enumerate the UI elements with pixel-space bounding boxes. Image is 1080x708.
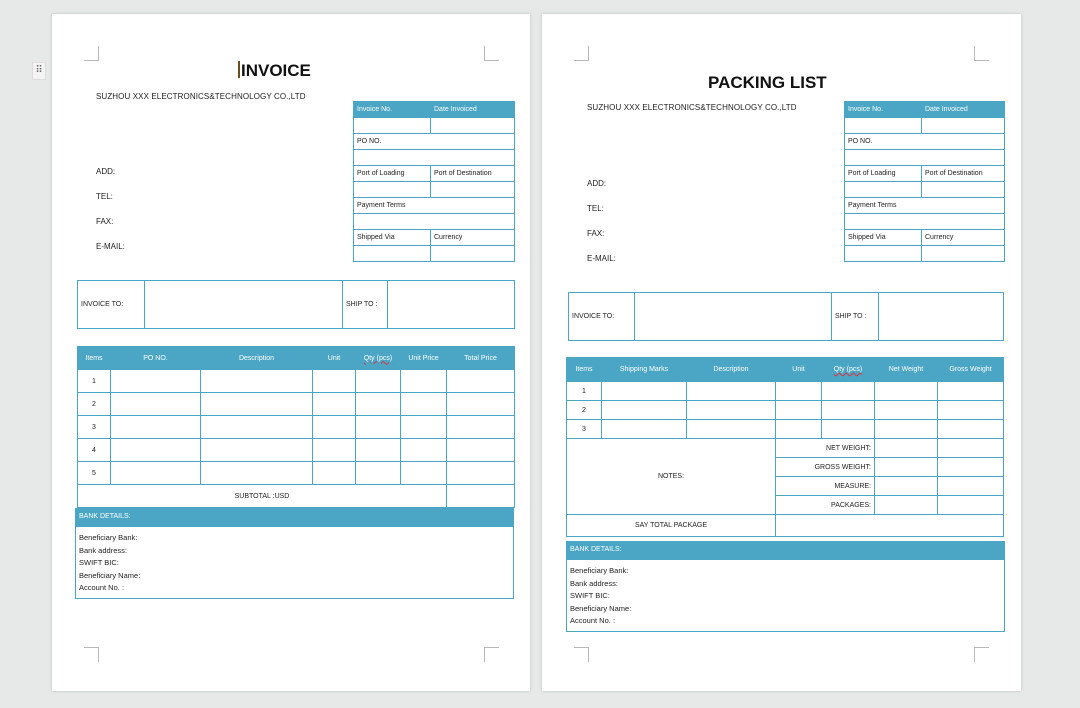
table-cell[interactable] <box>313 439 356 462</box>
date-invoiced-cell[interactable] <box>431 118 515 134</box>
notes-label: NOTES: <box>567 439 776 515</box>
table-cell[interactable] <box>201 462 313 485</box>
col-header-gross-weight: Gross Weight <box>938 358 1004 382</box>
shipped-via-cell[interactable] <box>845 246 922 262</box>
measure-cell[interactable] <box>938 477 1004 496</box>
table-cell[interactable] <box>356 439 401 462</box>
table-cell[interactable] <box>201 416 313 439</box>
table-cell[interactable] <box>776 420 822 439</box>
packages-cell[interactable] <box>875 496 938 515</box>
margin-corner-mark <box>484 46 499 61</box>
subtotal-label: SUBTOTAL :USD <box>78 485 447 508</box>
table-cell[interactable] <box>401 370 447 393</box>
port-destination-cell[interactable] <box>922 182 1005 198</box>
table-cell[interactable] <box>687 420 776 439</box>
col-header-unit: Unit <box>776 358 822 382</box>
table-cell[interactable] <box>938 401 1004 420</box>
measure-label: MEASURE: <box>776 477 875 496</box>
margin-corner-mark <box>574 46 589 61</box>
table-cell[interactable] <box>447 416 515 439</box>
net-weight-cell[interactable] <box>875 439 938 458</box>
email-label: E-MAIL: <box>96 242 125 251</box>
ship-to-label: SHIP TO : <box>832 293 879 341</box>
payment-terms-label: Payment Terms <box>354 198 515 214</box>
company-name: SUZHOU XXX ELECTRONICS&TECHNOLOGY CO.,LTD <box>587 103 797 112</box>
currency-cell[interactable] <box>922 246 1005 262</box>
margin-corner-mark <box>974 647 989 662</box>
payment-terms-cell[interactable] <box>845 214 1005 230</box>
table-cell[interactable] <box>938 382 1004 401</box>
table-cell[interactable] <box>313 393 356 416</box>
table-cell[interactable] <box>356 416 401 439</box>
col-header-items: Items <box>78 347 111 370</box>
margin-corner-mark <box>84 46 99 61</box>
table-cell[interactable] <box>875 382 938 401</box>
port-loading-label: Port of Loading <box>354 166 431 182</box>
margin-corner-mark <box>974 46 989 61</box>
row-number: 5 <box>78 462 111 485</box>
table-cell[interactable] <box>938 420 1004 439</box>
invoice-to-table <box>568 292 1004 341</box>
table-cell[interactable] <box>875 401 938 420</box>
bank-address-label: Bank address: <box>79 545 127 555</box>
po-no-label: PO NO. <box>354 134 515 150</box>
table-row <box>567 382 1004 401</box>
tel-label: TEL: <box>587 204 604 213</box>
company-name: SUZHOU XXX ELECTRONICS&TECHNOLOGY CO.,LTD <box>96 92 306 101</box>
table-cell[interactable] <box>776 382 822 401</box>
table-cell[interactable] <box>447 439 515 462</box>
row-number: 2 <box>567 401 602 420</box>
date-invoiced-label: Date Invoiced <box>922 102 1005 118</box>
row-number: 2 <box>78 393 111 416</box>
payment-terms-cell[interactable] <box>354 214 515 230</box>
date-invoiced-cell[interactable] <box>922 118 1005 134</box>
table-cell[interactable] <box>313 462 356 485</box>
port-destination-label: Port of Destination <box>431 166 515 182</box>
packages-cell[interactable] <box>938 496 1004 515</box>
table-cell[interactable] <box>875 420 938 439</box>
invoice-no-label: Invoice No. <box>354 102 431 118</box>
address-label: ADD: <box>587 179 607 188</box>
table-cell[interactable] <box>201 439 313 462</box>
port-destination-cell[interactable] <box>431 182 515 198</box>
row-number: 3 <box>567 420 602 439</box>
ship-to-label: SHIP TO : <box>343 281 388 329</box>
table-cell[interactable] <box>111 370 201 393</box>
invoice-to-cell[interactable] <box>635 293 832 341</box>
col-header-net-weight: Net Weight <box>875 358 938 382</box>
gross-weight-cell[interactable] <box>875 458 938 477</box>
shipped-via-label: Shipped Via <box>845 230 922 246</box>
col-header-qty: Qty (pcs) <box>356 347 401 370</box>
gross-weight-label: GROSS WEIGHT: <box>776 458 875 477</box>
table-cell[interactable] <box>447 462 515 485</box>
col-header-qty: Qty (pcs) <box>822 358 875 382</box>
table-cell[interactable] <box>111 462 201 485</box>
tel-label: TEL: <box>96 192 113 201</box>
table-cell[interactable] <box>201 393 313 416</box>
table-cell[interactable] <box>111 439 201 462</box>
port-loading-cell[interactable] <box>845 182 922 198</box>
account-no-label: Account No. : <box>570 616 616 626</box>
shipped-via-cell[interactable] <box>354 246 431 262</box>
bank-details-header: BANK DETAILS: <box>76 509 513 527</box>
table-cell[interactable] <box>687 401 776 420</box>
margin-corner-mark <box>84 647 99 662</box>
table-cell[interactable] <box>356 393 401 416</box>
table-row <box>78 462 515 485</box>
address-label: ADD: <box>96 167 116 176</box>
table-cell[interactable] <box>401 462 447 485</box>
col-header-unit-price: Unit Price <box>401 347 447 370</box>
invoice-page <box>52 14 530 691</box>
currency-label: Currency <box>922 230 1005 246</box>
date-invoiced-label: Date Invoiced <box>431 102 515 118</box>
ship-to-cell[interactable] <box>388 281 515 329</box>
table-cell[interactable] <box>313 416 356 439</box>
col-header-items: Items <box>567 358 602 382</box>
table-row <box>567 401 1004 420</box>
beneficiary-name-label: Beneficiary Name: <box>79 570 141 580</box>
table-row <box>78 416 515 439</box>
table-cell[interactable] <box>822 401 875 420</box>
col-header-description: Description <box>201 347 313 370</box>
currency-label: Currency <box>431 230 515 246</box>
payment-terms-label: Payment Terms <box>845 198 1005 214</box>
invoice-to-label: INVOICE TO: <box>569 293 635 341</box>
email-label: E-MAIL: <box>587 254 616 263</box>
table-row <box>78 370 515 393</box>
gross-weight-cell[interactable] <box>938 458 1004 477</box>
shipped-via-label: Shipped Via <box>354 230 431 246</box>
row-number: 1 <box>78 370 111 393</box>
table-row <box>567 420 1004 439</box>
po-no-cell[interactable] <box>354 150 515 166</box>
packages-label: PACKAGES: <box>776 496 875 515</box>
table-cell[interactable] <box>822 382 875 401</box>
bank-details-box <box>75 508 514 599</box>
po-no-label: PO NO. <box>845 134 1005 150</box>
table-row <box>78 393 515 416</box>
invoice-to-label: INVOICE TO: <box>78 281 145 329</box>
port-loading-cell[interactable] <box>354 182 431 198</box>
table-cell[interactable] <box>776 401 822 420</box>
margin-corner-mark <box>574 647 589 662</box>
row-number: 1 <box>567 382 602 401</box>
table-cell[interactable] <box>401 416 447 439</box>
account-no-label: Account No. : <box>79 583 125 593</box>
packing-info-table <box>844 101 1005 262</box>
packing-items-table <box>566 357 1004 537</box>
invoice-title-text: INVOICE <box>241 61 311 80</box>
invoice-title[interactable] <box>238 61 311 81</box>
swift-bic-label: SWIFT BIC: <box>570 591 610 601</box>
currency-cell[interactable] <box>431 246 515 262</box>
table-row <box>78 439 515 462</box>
measure-cell[interactable] <box>875 477 938 496</box>
table-cell[interactable] <box>356 370 401 393</box>
swift-bic-label: SWIFT BIC: <box>79 558 119 568</box>
table-cell[interactable] <box>401 393 447 416</box>
table-cell[interactable] <box>602 420 687 439</box>
table-cell[interactable] <box>602 401 687 420</box>
invoice-items-table <box>77 346 515 508</box>
fax-label: FAX: <box>587 229 605 238</box>
packing-list-title[interactable]: PACKING LIST <box>708 73 827 92</box>
po-no-cell[interactable] <box>845 150 1005 166</box>
table-cell[interactable] <box>111 416 201 439</box>
say-total-package-label: SAY TOTAL PACKAGE <box>567 515 776 537</box>
col-header-description: Description <box>687 358 776 382</box>
fax-label: FAX: <box>96 217 114 226</box>
table-cell[interactable] <box>447 370 515 393</box>
text-cursor <box>238 61 240 78</box>
beneficiary-bank-label: Beneficiary Bank: <box>79 533 138 542</box>
invoice-to-table <box>77 280 515 329</box>
say-total-package-cell[interactable] <box>776 515 1004 537</box>
invoice-no-cell[interactable] <box>354 118 431 134</box>
col-header-unit: Unit <box>313 347 356 370</box>
table-cell[interactable] <box>447 393 515 416</box>
table-cell[interactable] <box>201 370 313 393</box>
table-cell[interactable] <box>602 382 687 401</box>
col-header-total-price: Total Price <box>447 347 515 370</box>
subtotal-cell[interactable] <box>447 485 515 508</box>
table-cell[interactable] <box>401 439 447 462</box>
invoice-info-table <box>353 101 515 262</box>
col-header-po-no: PO NO. <box>111 347 201 370</box>
invoice-no-cell[interactable] <box>845 118 922 134</box>
margin-corner-mark <box>484 647 499 662</box>
table-cell[interactable] <box>356 462 401 485</box>
port-destination-label: Port of Destination <box>922 166 1005 182</box>
port-loading-label: Port of Loading <box>845 166 922 182</box>
bank-details-box <box>566 541 1005 632</box>
table-cell[interactable] <box>313 370 356 393</box>
row-number: 4 <box>78 439 111 462</box>
bank-address-label: Bank address: <box>570 578 618 588</box>
row-number: 3 <box>78 416 111 439</box>
net-weight-cell[interactable] <box>938 439 1004 458</box>
drag-handle-icon[interactable]: ⠿ <box>32 62 46 80</box>
packing-list-page <box>542 14 1021 691</box>
ship-to-cell[interactable] <box>879 293 1004 341</box>
table-cell[interactable] <box>687 382 776 401</box>
net-weight-label: NET WEIGHT: <box>776 439 875 458</box>
beneficiary-name-label: Beneficiary Name: <box>570 603 632 613</box>
col-header-shipping-marks: Shipping Marks <box>602 358 687 382</box>
table-cell[interactable] <box>822 420 875 439</box>
invoice-to-cell[interactable] <box>145 281 343 329</box>
invoice-no-label: Invoice No. <box>845 102 922 118</box>
table-cell[interactable] <box>111 393 201 416</box>
beneficiary-bank-label: Beneficiary Bank: <box>570 566 629 575</box>
bank-details-header: BANK DETAILS: <box>567 542 1004 560</box>
